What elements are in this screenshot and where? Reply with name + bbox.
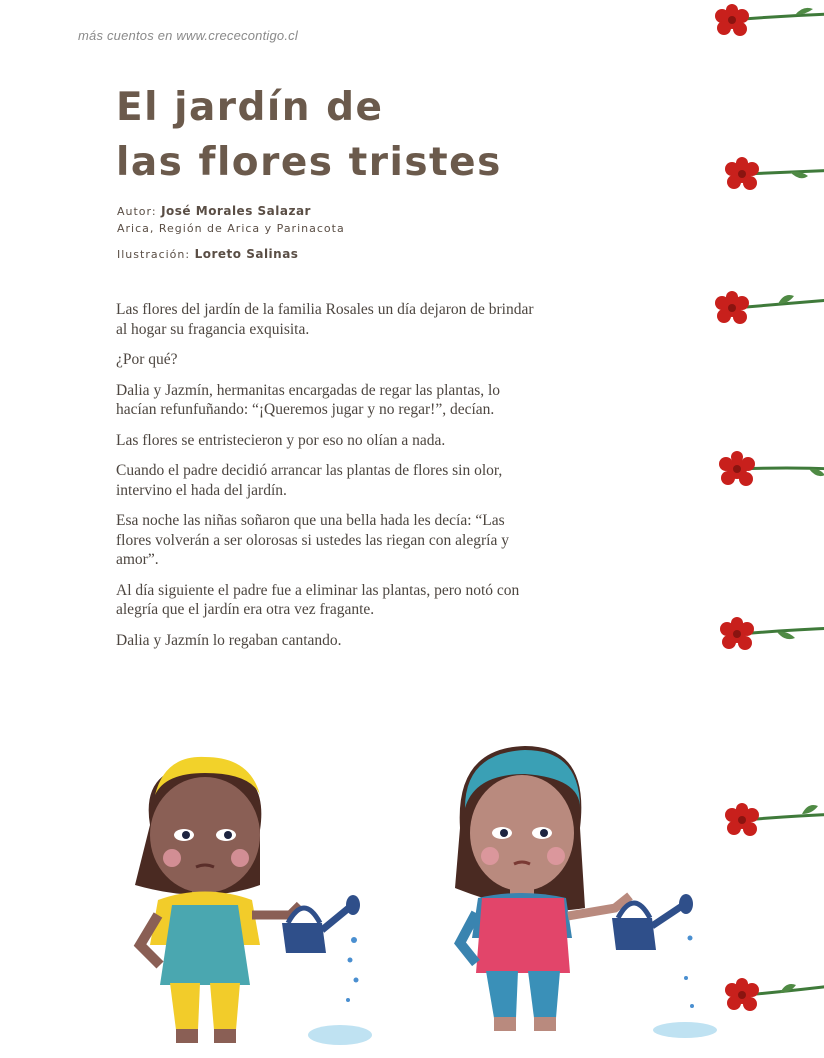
story-paragraph: Cuando el padre decidió arrancar las plantas de flores sin olor, intervino el hada del jardín. — [116, 462, 503, 499]
story-paragraph: Dalia y Jazmín, hermanitas encargadas de regar las plantas, lo hacían refunfuñando: “¡Queremos jugar y no regar!”, decían. — [116, 381, 501, 418]
site-url-header: más cuentos en www.crececontigo.cl — [78, 28, 298, 43]
girl-with-watering-can-illustration-2 — [440, 738, 720, 1048]
author-line — [117, 203, 345, 220]
story-paragraph: Dalia y Jazmín lo regaban cantando. — [116, 631, 342, 649]
story-paragraph: Las flores del jardín de la familia Rosales un día dejaron de brindar al hogar su fragancia exquisita. — [116, 301, 534, 338]
red-flower-icon — [710, 975, 824, 1015]
story-paragraph: Al día siguiente el padre fue a eliminar las plantas, pero notó con alegría que el jardín era otra vez fragante. — [116, 581, 520, 618]
girl-with-watering-can-illustration-1 — [110, 755, 380, 1055]
credits-block — [117, 203, 345, 263]
red-flower-icon — [705, 449, 824, 489]
title-line-2: las flores tristes — [116, 140, 502, 185]
title-line-1: El jardín de — [116, 85, 384, 130]
red-flower-icon — [710, 154, 824, 194]
red-flower-icon — [700, 288, 824, 328]
red-flower-icon — [700, 2, 824, 42]
illustrator-line — [117, 246, 345, 263]
author-name: José Morales Salazar — [161, 204, 311, 218]
story-paragraph: ¿Por qué? — [116, 351, 178, 368]
story-text — [116, 300, 536, 661]
author-region: Arica, Región de Arica y Parinacota — [117, 222, 345, 235]
story-paragraph: Esa noche las niñas soñaron que una bella hada les decía: “Las flores volverán a ser olorosas si ustedes las riegan con alegría y amor”. — [116, 512, 509, 568]
illustrator-name: Loreto Salinas — [194, 247, 299, 261]
red-flower-icon — [705, 614, 824, 654]
author-label: Autor: — [117, 205, 157, 218]
story-title — [116, 80, 502, 190]
story-paragraph: Las flores se entristecieron y por eso no olían a nada. — [116, 431, 446, 449]
illustration-label: Ilustración: — [117, 248, 191, 261]
red-flower-icon — [710, 800, 824, 840]
